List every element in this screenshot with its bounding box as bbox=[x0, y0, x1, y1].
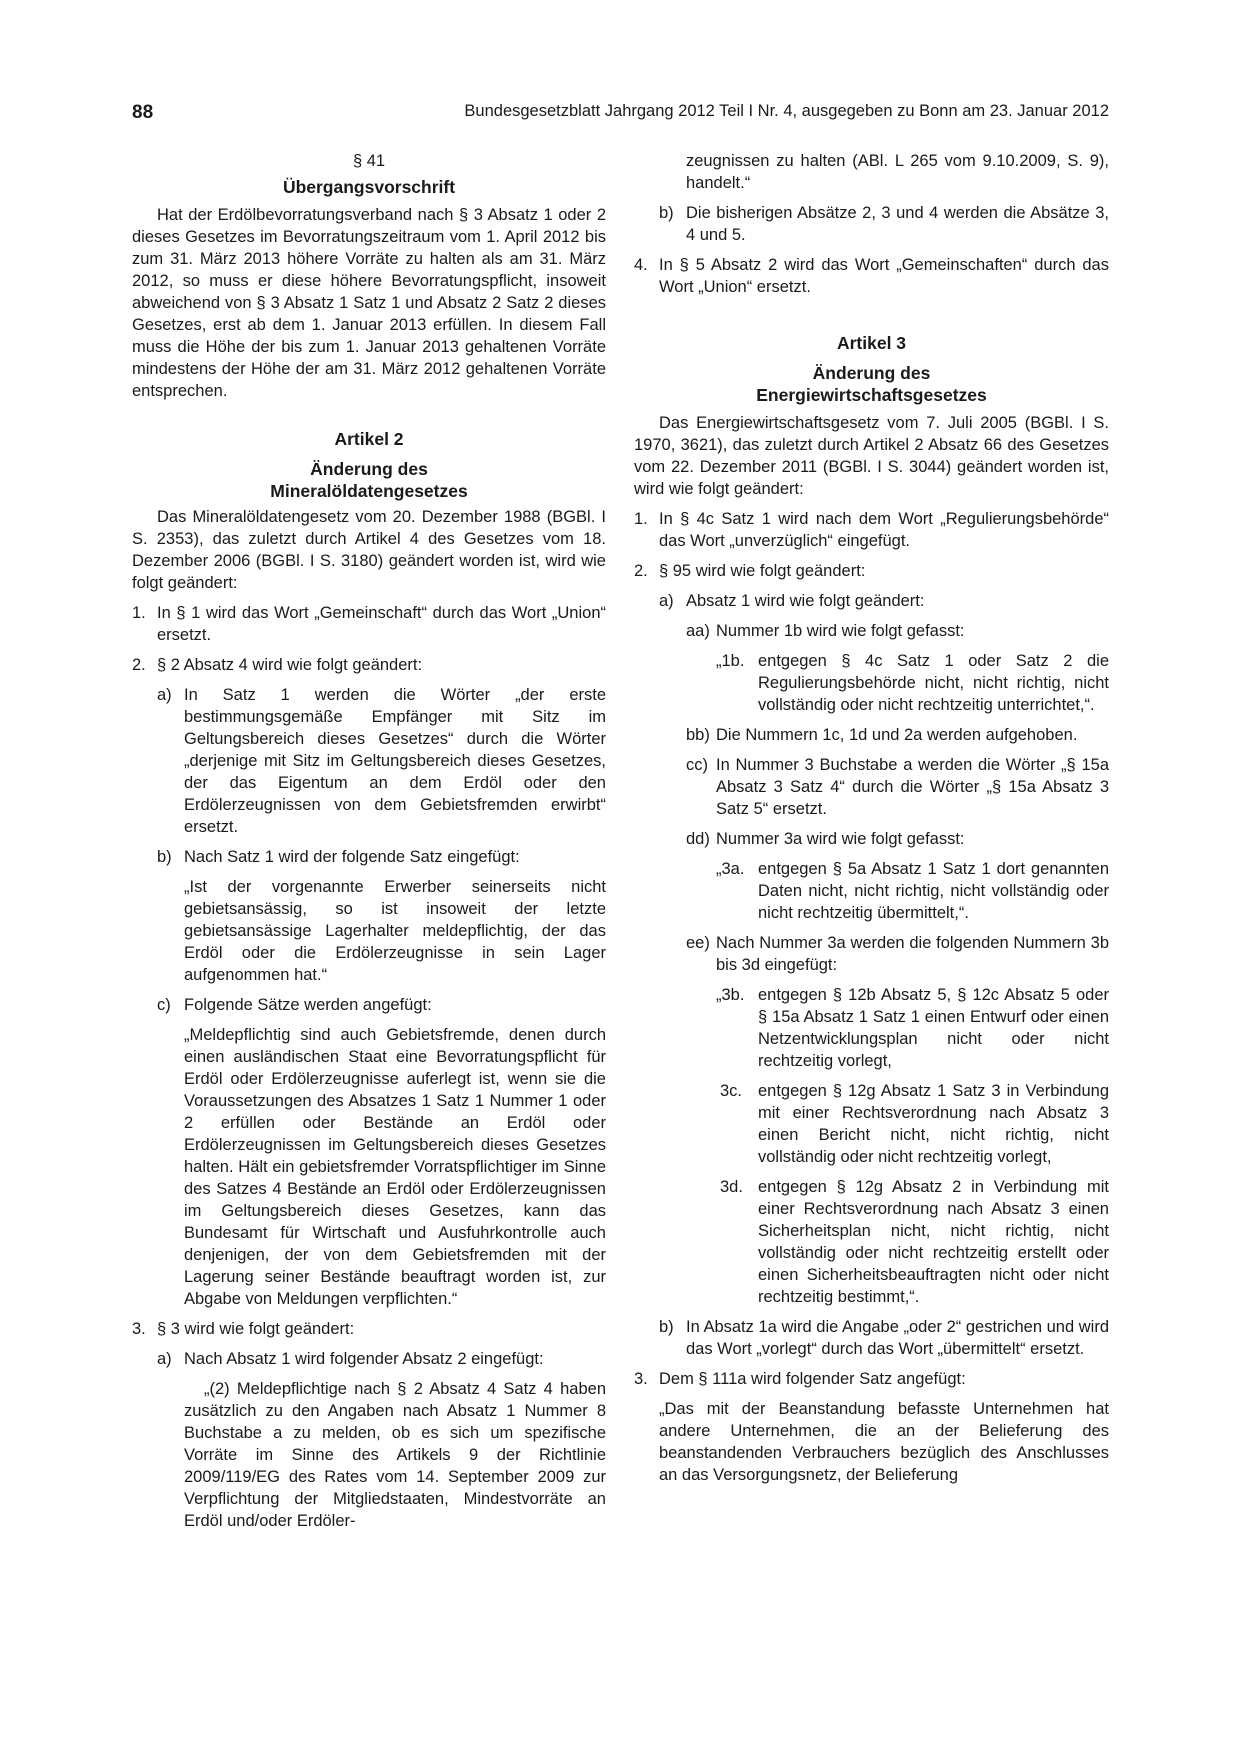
item-marker: cc) bbox=[686, 756, 708, 774]
appended-sentences-quote: „Meldepflichtig sind auch Gebietsfremde, denen durch einen ausländischen Staat eine Bevorratungspflicht für Erdöl oder Erdölerzeugnisse auferlegt ist, wenn sie die Voraussetzungen des Absatzes 1 Satz 1 Nummer 1 oder 2 erfüllen oder Bestände an Erdöl oder Erdölerzeugnissen im Geltungsbereich dieses Gesetzes halten. Hält ein gebietsfremder Vorratspflichtiger im Sinne des Satzes 4 Bestände an Erdöl oder Erdölerzeugnissen im Geltungsbereich dieses Gesetzes, kann das Bundesamt für Wirtschaft und Ausfuhrkontrolle auch denjenigen, der von dem Gebietsfremden mit der Lagerung seiner Bestände beauftragt worden ist, zur Abgabe von Meldungen verpflichten.“ bbox=[184, 1026, 606, 1308]
item-text: Die Nummern 1c, 1d und 2a werden aufgehoben. bbox=[716, 726, 1078, 744]
item-text: In Nummer 3 Buchstabe a werden die Wörter „§ 15a Absatz 3 Satz 4“ durch die Wörter „§ 15a Absatz 3 Satz 5“ ersetzt. bbox=[716, 756, 1109, 818]
page-header bbox=[132, 102, 1109, 126]
list-item bbox=[132, 1348, 606, 1370]
item-marker: 2. bbox=[634, 562, 648, 580]
list-item bbox=[634, 754, 1109, 820]
quoted-number-marker: 3d. bbox=[720, 1178, 743, 1196]
item-marker: b) bbox=[157, 848, 172, 866]
quoted-number bbox=[634, 650, 1109, 716]
list-item bbox=[634, 932, 1109, 976]
list-item bbox=[634, 1368, 1109, 1390]
item-marker: 3. bbox=[132, 1320, 146, 1338]
section-41-title: Übergangsvorschrift bbox=[282, 177, 456, 197]
item-text: Dem § 111a wird folgender Satz angefügt: bbox=[659, 1370, 966, 1388]
article-2-title-line2: Mineralöldatengesetzes bbox=[270, 481, 468, 501]
item-marker: 1. bbox=[132, 604, 146, 622]
left-column bbox=[132, 150, 606, 1540]
item-marker: 4. bbox=[634, 256, 648, 274]
list-item bbox=[634, 202, 1109, 246]
item-text: In § 1 wird das Wort „Gemeinschaft“ durch das Wort „Union“ ersetzt. bbox=[157, 604, 606, 644]
list-item bbox=[634, 254, 1109, 298]
item-text: In § 5 Absatz 2 wird das Wort „Gemeinschaften“ durch das Wort „Union“ ersetzt. bbox=[659, 256, 1109, 296]
article-2-title-line1: Änderung des bbox=[310, 459, 428, 479]
quoted-number-marker: „1b. bbox=[716, 652, 745, 670]
quoted-number-text: entgegen § 4c Satz 1 oder Satz 2 die Regulierungsbehörde nicht, nicht richtig, nicht vollständig oder nicht rechtzeitig unterrichtet,“. bbox=[758, 652, 1109, 714]
list-item bbox=[132, 1318, 606, 1340]
quoted-number-marker: 3c. bbox=[720, 1082, 743, 1100]
item-text: In § 4c Satz 1 wird nach dem Wort „Regulierungsbehörde“ das Wort „unverzüglich“ eingefügt. bbox=[659, 510, 1109, 550]
item-marker: 2. bbox=[132, 656, 146, 674]
list-item bbox=[634, 560, 1109, 582]
list-item bbox=[634, 508, 1109, 552]
item-text: Nach Satz 1 wird der folgende Satz eingefügt: bbox=[184, 848, 520, 866]
item-text: § 3 wird wie folgt geändert: bbox=[157, 1320, 355, 1338]
page-number: 88 bbox=[132, 102, 154, 123]
article-3-title-line1: Änderung des bbox=[812, 363, 931, 383]
quoted-number bbox=[634, 984, 1109, 1072]
item-text: § 95 wird wie folgt geändert: bbox=[659, 562, 866, 580]
article-3-intro: Das Energiewirtschaftsgesetz vom 7. Juli 2005 (BGBl. I S. 1970, 3621), das zuletzt durch Artikel 2 Absatz 66 des Gesetzes vom 22. Dezember 2011 (BGBl. I S. 3044) geändert worden ist, wird wie folgt geändert: bbox=[634, 414, 1109, 498]
item-marker: aa) bbox=[686, 622, 710, 640]
item-text: Nummer 3a wird wie folgt gefasst: bbox=[716, 830, 965, 848]
item-marker: a) bbox=[659, 592, 674, 610]
continued-quote: zeugnissen zu halten (ABl. L 265 vom 9.10.2009, S. 9), handelt.“ bbox=[686, 152, 1109, 192]
list-item bbox=[132, 846, 606, 868]
item-marker: 3. bbox=[634, 1370, 648, 1388]
list-item bbox=[132, 684, 606, 838]
item-text: Nummer 1b wird wie folgt gefasst: bbox=[716, 622, 965, 640]
quoted-number-text: entgegen § 5a Absatz 1 Satz 1 dort genannten Daten nicht, nicht richtig, nicht vollständig oder nicht rechtzeitig übermittelt,“. bbox=[758, 860, 1109, 922]
item-marker: 1. bbox=[634, 510, 648, 528]
right-column bbox=[634, 150, 1109, 1494]
list-item bbox=[634, 1316, 1109, 1360]
article-3-label: Artikel 3 bbox=[836, 333, 907, 353]
list-item bbox=[132, 602, 606, 646]
list-item bbox=[634, 828, 1109, 850]
item-marker: a) bbox=[157, 1350, 172, 1368]
list-item bbox=[132, 994, 606, 1016]
article-2-intro: Das Mineralöldatengesetz vom 20. Dezember 1988 (BGBl. I S. 2353), das zuletzt durch Artikel 4 des Gesetzes vom 18. Dezember 2006 (BGBl. I S. 3180) geändert worden ist, wird wie folgt geändert: bbox=[132, 508, 606, 592]
quoted-number-marker: „3a. bbox=[716, 860, 745, 878]
section-41-text: Hat der Erdölbevorratungsverband nach § 3 Absatz 1 oder 2 dieses Gesetzes im Bevorratungszeitraum vom 1. April 2012 bis zum 31. März 2013 höhere Vorräte zu halten als am 31. März 2012, so muss er diese höhere Bevorratungspflicht, insoweit abweichend von § 3 Absatz 1 Satz 1 und Absatz 2 Satz 2 dieses Gesetzes, erst ab dem 1. Januar 2013 erfüllen. In diesem Fall muss die Höhe der bis zum 1. Januar 2013 gehaltenen Vorräte mindestens der Höhe der am 31. März 2012 gehaltenen Vorräte entsprechen. bbox=[132, 206, 606, 400]
quoted-number-text: entgegen § 12g Absatz 1 Satz 3 in Verbindung mit einer Rechtsverordnung nach Absatz 3 einen Bericht nicht, nicht richtig, nicht vollständig oder nicht rechtzeitig vorlegt, bbox=[758, 1082, 1109, 1166]
quoted-number bbox=[634, 858, 1109, 924]
item-text: Folgende Sätze werden angefügt: bbox=[184, 996, 432, 1014]
list-item bbox=[634, 724, 1109, 746]
quoted-number bbox=[634, 1176, 1109, 1308]
item-marker: b) bbox=[659, 1318, 674, 1336]
item-marker: a) bbox=[157, 686, 172, 704]
inserted-paragraph-quote: „(2) Meldepflichtige nach § 2 Absatz 4 Satz 4 haben zusätzlich zu den Angaben nach Absatz 1 Nummer 8 Buchstabe a zu melden, ob es sich um spezifische Vorräte im Sinne des Artikels 9 der Richtlinie 2009/119/EG des Rates vom 14. September 2009 zur Verpflichtung der Mitgliedstaaten, Mindestvorräte an Erdöl und/oder Erdöler- bbox=[184, 1380, 606, 1530]
item-marker: bb) bbox=[686, 726, 710, 744]
list-item bbox=[634, 590, 1109, 612]
list-item bbox=[132, 654, 606, 676]
item-marker: dd) bbox=[686, 830, 710, 848]
running-title: Bundesgesetzblatt Jahrgang 2012 Teil I Nr. 4, ausgegeben zu Bonn am 23. Januar 2012 bbox=[464, 102, 1109, 120]
quoted-number-text: entgegen § 12g Absatz 2 in Verbindung mit einer Rechtsverordnung nach Absatz 3 einen Sicherheitsplan nicht, nicht richtig, nicht vollständig oder nicht rechtzeitig erstellt oder einen Sicherheitsbeauftragten nicht oder nicht rechtzeitig bestimmt,“. bbox=[758, 1178, 1109, 1306]
item-marker: b) bbox=[659, 204, 674, 222]
item-text: Nach Absatz 1 wird folgender Absatz 2 eingefügt: bbox=[184, 1350, 544, 1368]
article-3-title-line2: Energiewirtschaftsgesetzes bbox=[756, 385, 987, 405]
quoted-number-marker: „3b. bbox=[716, 986, 745, 1004]
item-text: Absatz 1 wird wie folgt geändert: bbox=[686, 592, 925, 610]
item-text: Die bisherigen Absätze 2, 3 und 4 werden die Absätze 3, 4 und 5. bbox=[686, 204, 1109, 244]
item-text: In Absatz 1a wird die Angabe „oder 2“ gestrichen und wird das Wort „vorlegt“ durch das Wort „übermittelt“ ersetzt. bbox=[686, 1318, 1109, 1358]
item-text: § 2 Absatz 4 wird wie folgt geändert: bbox=[157, 656, 423, 674]
appended-sentence-quote: „Das mit der Beanstandung befasste Unternehmen hat andere Unternehmen, die an der Belieferung des beanstandenden Verbrauchers bezüglich des Anschlusses an das Versorgungsnetz, der Belieferung bbox=[659, 1400, 1109, 1484]
section-41-label: § 41 bbox=[352, 152, 386, 170]
list-item bbox=[634, 620, 1109, 642]
quoted-number-text: entgegen § 12b Absatz 5, § 12c Absatz 5 oder § 15a Absatz 1 Satz 1 einen Entwurf oder einen Netzentwicklungsplan nicht oder nicht rechtzeitig vorlegt, bbox=[758, 986, 1109, 1070]
inserted-sentence-quote: „Ist der vorgenannte Erwerber seinerseits nicht gebietsansässig, so ist insoweit der letzte gebietsansässige Lagerhalter meldepflichtig, der das Erdöl oder die Erdölerzeugnisse in sein Lager aufgenommen hat.“ bbox=[184, 878, 606, 984]
article-2-label: Artikel 2 bbox=[334, 429, 404, 449]
item-marker: c) bbox=[157, 996, 171, 1014]
item-text: In Satz 1 werden die Wörter „der erste bestimmungsgemäße Empfänger mit Sitz im Geltungsbereich dieses Gesetzes“ durch die Wörter „derjenige mit Sitz im Geltungsbereich dieses Gesetzes, der das Eigentum an dem Erdöl oder den Erdölerzeugnissen von dem Gebietsfremden erwirbt“ ersetzt. bbox=[184, 686, 606, 836]
quoted-number bbox=[634, 1080, 1109, 1168]
item-marker: ee) bbox=[686, 934, 710, 952]
item-text: Nach Nummer 3a werden die folgenden Nummern 3b bis 3d eingefügt: bbox=[716, 934, 1109, 974]
